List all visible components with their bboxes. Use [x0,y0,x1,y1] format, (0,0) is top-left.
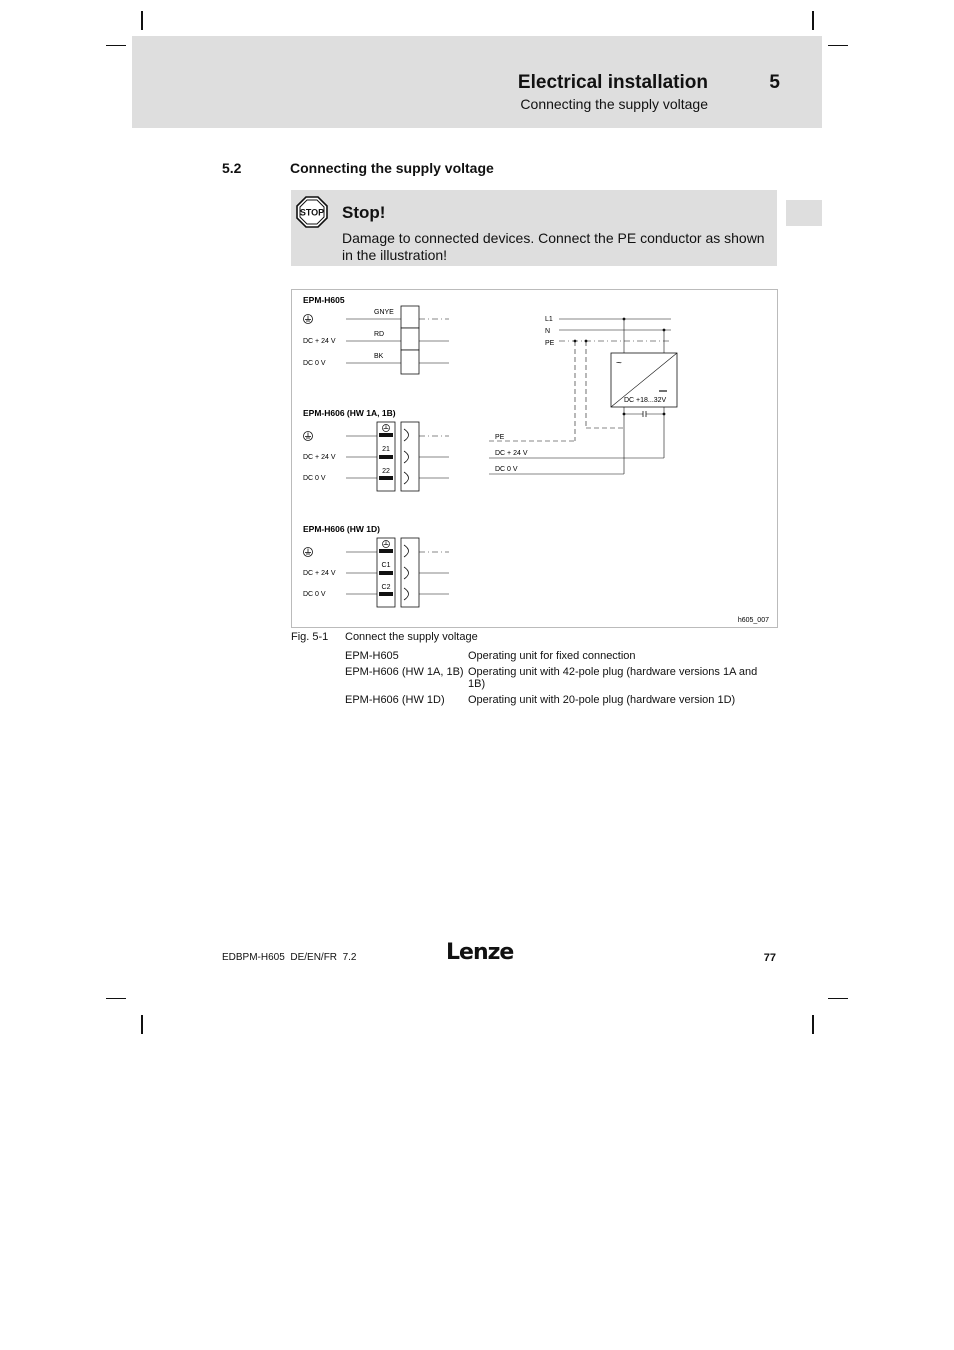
dc0-out-label: DC 0 V [495,466,518,473]
legend-desc: Operating unit with 42-pole plug (hardware versions 1A and 1B) [468,666,758,690]
crop-mark [812,1015,814,1034]
chapter-title: Electrical installation [517,72,708,93]
chapter-number: 5 [769,72,780,93]
chapter-subtitle: Connecting the supply voltage [520,96,708,112]
pin-c1-label: C1 [381,562,391,569]
legend-row [345,694,775,706]
psu-ac-symbol: ~ [616,358,622,369]
legend-term: EPM-H606 (HW 1A, 1B) [345,666,464,678]
figure-caption-label: Fig. 5-1 [291,631,329,643]
dc0-label: DC 0 V [303,360,326,367]
legend-row [345,666,775,690]
pin-22-label: 22 [382,468,390,475]
page-number: 77 [763,952,776,964]
block-h606-1a-title: EPM-H606 (HW 1A, 1B) [303,408,396,418]
section-title: Connecting the supply voltage [290,160,494,176]
figure-caption-text: Connect the supply voltage [345,631,478,643]
legend-term: EPM-H606 (HW 1D) [345,694,445,706]
crop-mark [106,45,126,46]
wire-gnye-label: GNYE [374,309,394,316]
dc24-label: DC + 24 V [303,570,336,577]
block-h605-title: EPM-H605 [303,295,345,305]
wire-bk-label: BK [374,353,384,360]
dc24-label: DC + 24 V [303,454,336,461]
side-tab-marker [786,200,822,226]
pe-out-label: PE [495,434,505,441]
lenze-logo: Lenze [446,940,514,965]
footer-doc-ref: EDBPM-H605 DE/EN/FR 7.2 [222,952,357,963]
stop-sign-icon [296,196,328,228]
dc24-out-label: DC + 24 V [495,450,528,457]
section-number: 5.2 [222,160,242,176]
stop-text: Damage to connected devices. Connect the PE conductor as shown in the illustration! [342,230,765,263]
legend-term: EPM-H605 [345,650,399,662]
crop-mark [141,1015,143,1034]
crop-mark [106,998,126,999]
n-label: N [545,328,551,335]
figure-legend [345,650,775,710]
crop-mark [812,11,814,30]
terminal-block [401,306,419,374]
wire-rd-label: RD [374,331,385,338]
power-supply-unit [611,353,677,407]
crop-mark [828,45,848,46]
block-h606-1d-title: EPM-H606 (HW 1D) [303,524,380,534]
dc24-label: DC + 24 V [303,338,336,345]
stop-icon-text: STOP [299,207,325,218]
pin-21-label: 21 [382,446,390,453]
plug-connector [401,422,419,491]
stop-title: Stop! [342,203,386,222]
legend-desc: Operating unit for fixed connection [468,650,636,662]
dc0-label: DC 0 V [303,475,326,482]
l1-label: L1 [545,316,553,323]
pe-label: PE [545,340,555,347]
legend-desc: Operating unit with 20-pole plug (hardware version 1D) [468,694,736,706]
plug-connector [401,538,419,607]
wiring-diagram [291,289,778,628]
legend-row [345,650,775,662]
header-band [132,36,822,128]
pin-c2-label: C2 [381,584,391,591]
figure-id: h605_007 [737,617,769,624]
psu-voltage-label: DC +18...32V [624,397,667,404]
crop-mark [141,11,143,30]
crop-mark [828,998,848,999]
dc0-label: DC 0 V [303,591,326,598]
